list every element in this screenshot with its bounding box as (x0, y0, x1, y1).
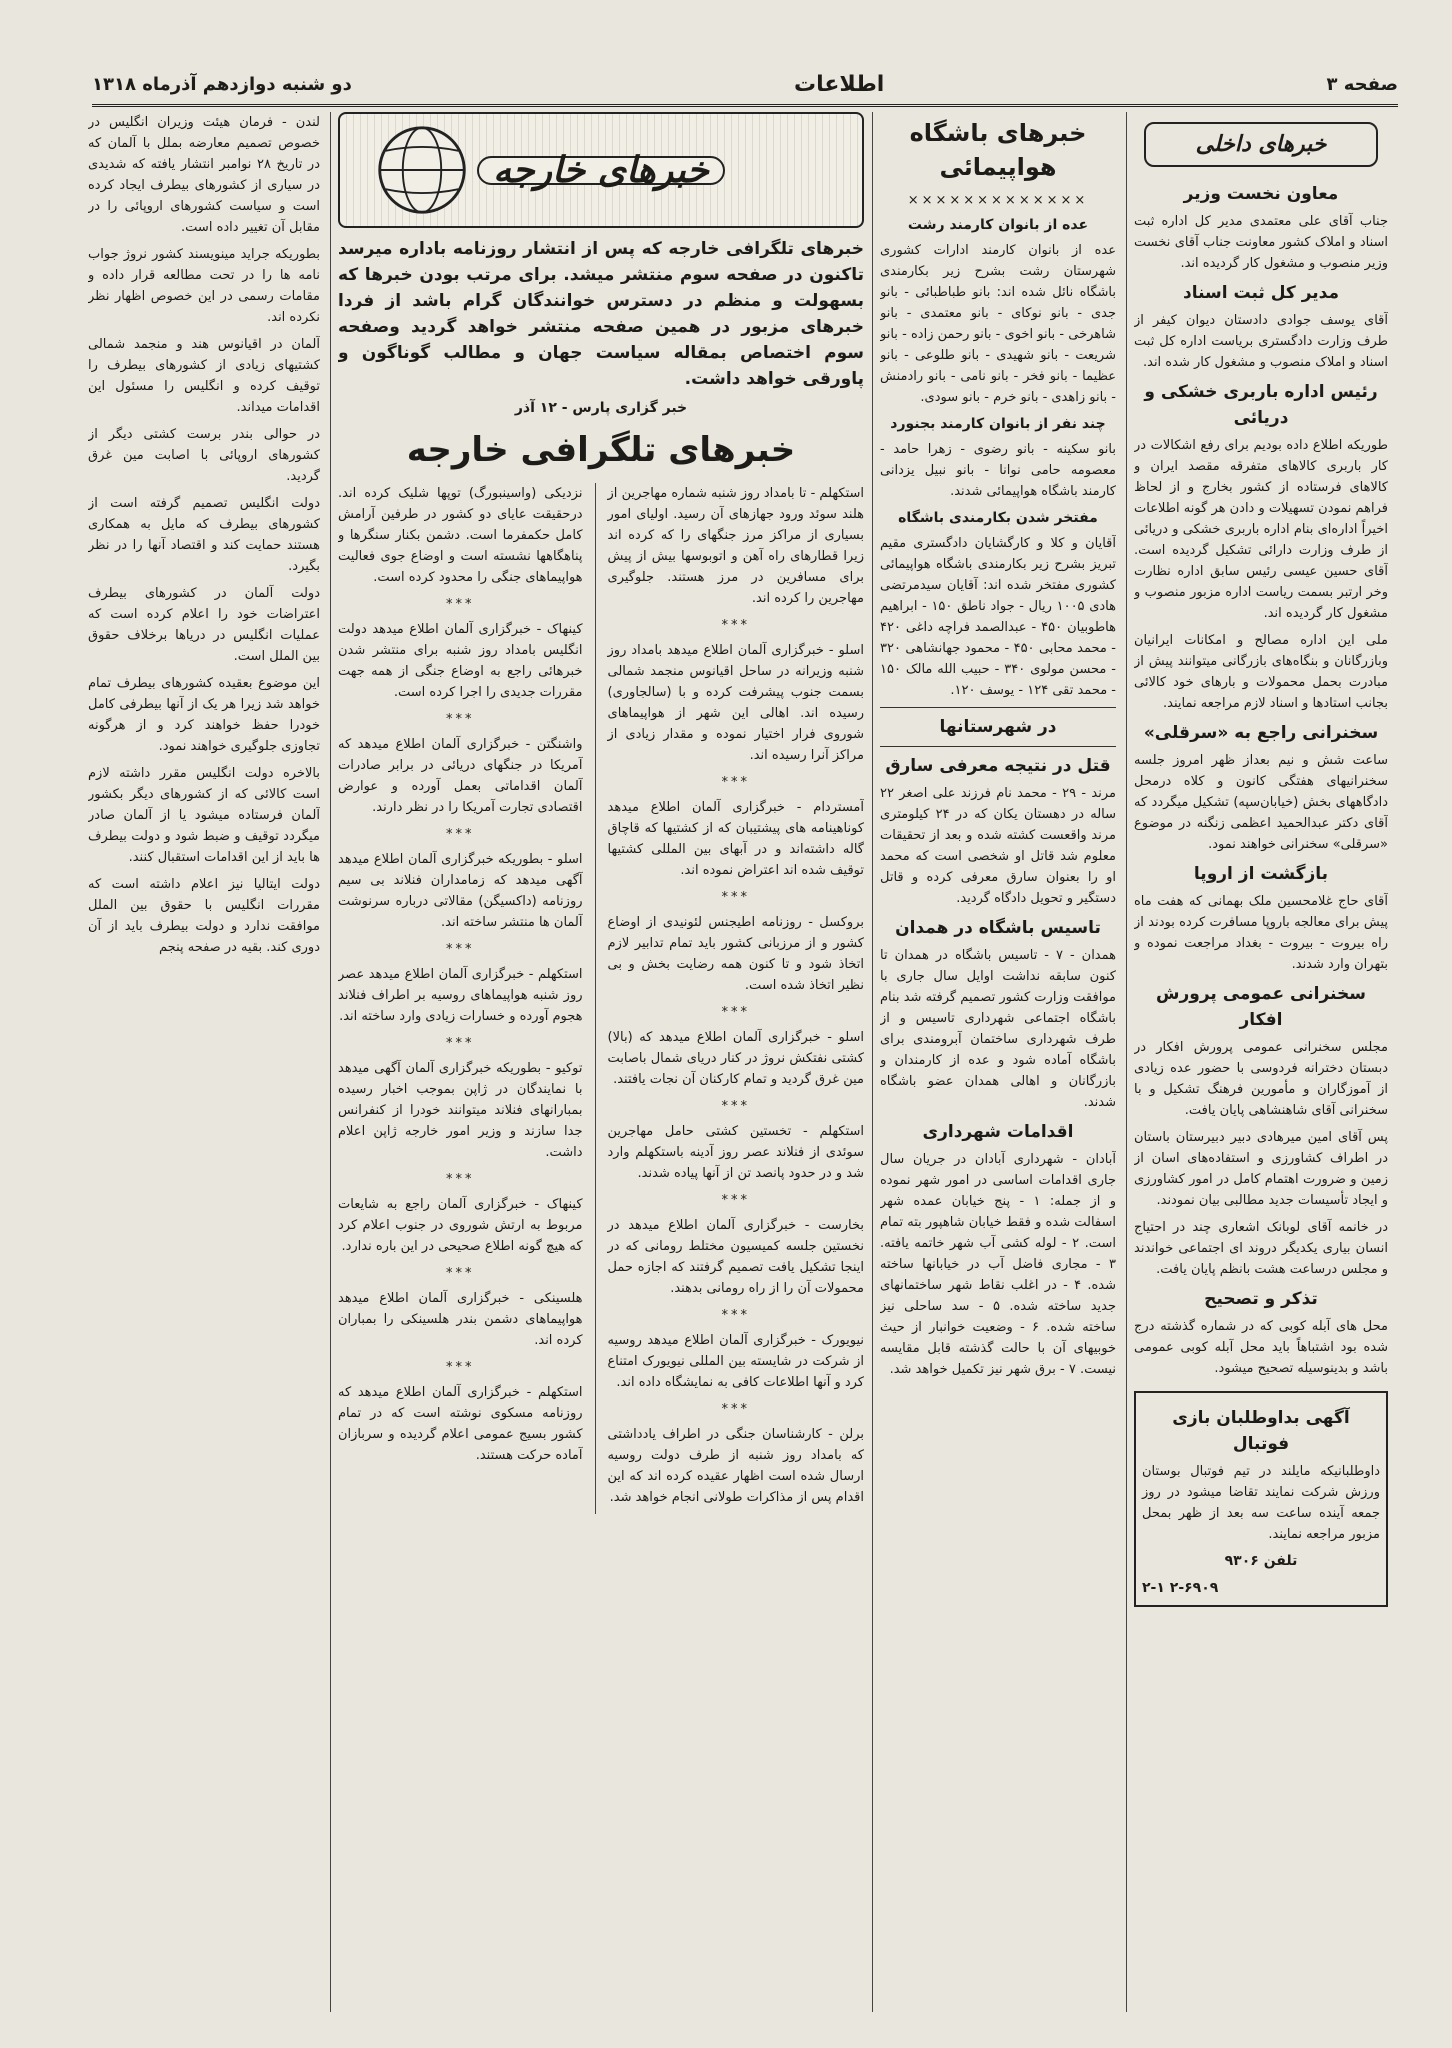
article-stockholm-3: استکهلم - خبرگزاری آلمان اطلاع میدهد عصر روز شنبه هواپیماهای روسیه بر اطراف فنلاند هجوم آورده و خسارات زیادی وارد ساخته اند. (338, 967, 583, 1024)
article-amsterdam: آمستردام - خبرگزاری آلمان اطلاع میدهد کوناهینامه های پیشتیبان که از کشتیها که قاچاق گاله داشته‌اند و در آبهای بین المللی کشتیها توقیف شده اند اعتراض نموده اند. (607, 800, 864, 878)
article-public-lecture-2: پس آقای امین میرهادی دبیر دبیرستان باستان در اطراف کشاورزی و استفاده‌های اسان از زمین و ضرورت اهتمام کامل در امور کشاورزی و ایجاد تأسیسات جدید مطالبی بیان نمودند. (1134, 1130, 1388, 1208)
article-washington: واشنگتن - خبرگزاری آلمان اطلاع میدهد که آمریکا در جنگهای دریائی در برابر صادرات آلمان اقداماتی بعمل آورده و عوارض اقتصادی تجارت آمریکا را در نظر دارند. (338, 737, 583, 815)
article-correction: محل های آبله کوبی که در شماره گذشته درج شده بود اشتباهاً باید محل آبله کوبی عمومی باشد و بدینوسیله تصحیح میشود. (1134, 1319, 1388, 1376)
article-copenhagen-2: کینهاک - خبرگزاری آلمان راجع به شایعات مربوط به ارتش شوروی در جنوب اعلام کرد که هیچ گونه اطلاع صحیحی در این باره ندارد. (338, 1197, 583, 1254)
article-freight-office: طوریکه اطلاع داده بودیم برای رفع اشکالات در کار باربری کالاهای متفرقه مقصد ایران و کالاهای فرستاده از کشور بخارج و از لحاظ فراهم نمودن تسهیلات و دادن هر گونه اطلاعات اخیراً اداره‌ای بنام اداره باربری خشکی و دریائی از طرف وزارت دارائی تشکیل گردیده است. آقای حسین عیسی رئیس سابق اداره نظارت وخر ارتبر بسمت ریاست اداره مزبور منصوب و مشغول کار گردیده اند. (1134, 438, 1388, 621)
aviation-club-header: خبرهای باشگاه هواپیمائی (909, 119, 1087, 181)
column-foreign-news (338, 112, 864, 2012)
foreign-news-banner-title: خبرهای خارجه (477, 156, 725, 185)
article-rasht-women: عده از بانوان کارمند ادارات کشوری شهرستان رشت بشرح زیر بکارمندی باشگاه نائل شده اند: بانو طباطبائی - بانو جدی - بانو نوکای - بانو معتمدی - بانو شاهرخی - بانو اخوی - بانو رحمن زاده - بانو شریعت - بانو شهیدی - بانو طلوعی - بانو عظیما - بانو فخر - بانو نامی - بانو رادمنش - بانو زاهدی - بانو خرم - بانو سودی. (880, 243, 1116, 405)
divider: *** (721, 618, 750, 633)
article-stockholm-1: استکهلم - تا بامداد روز شنبه شماره مهاجرین از هلند سوئد ورود جهازهای آن رسید. اولیای امور بسیاری از مراکز مرز جنگهای را که کرده اند زیرا قطارهای راه آهن و اتوبوسها بیش از پیش برای مسافرین در مرز هستند. جلوگیری مهاجرین را کرده اند. (607, 486, 864, 606)
article-helsinki: هلسینکی - خبرگزاری آلمان اطلاع میدهد هواپیماهای دشمن بندر هلسینکی را بمباران کرده اند. (338, 1291, 583, 1348)
football-ad-text: داوطلبانیکه مایلند در تیم فوتبال بوستان ورزش شرکت نمایند تقاضا میشود در روز جمعه آینده ساعت سه بعد از ظهر بمحل مزبور مراجعه نمایند. (1142, 1464, 1380, 1542)
article-london-6: دولت آلمان در کشورهای بیطرف اعتراضات خود را اعلام کرده است که عملیات انگلیس در دریاها برخلاف حقوق بین الملل است. (88, 586, 320, 664)
headline-registry-director: مدیر کل ثبت اسناد (1182, 283, 1340, 303)
article-deputy-pm: جناب آقای علی معتمدی مدیر کل اداره ثبت اسناد و املاک کشور معاونت جناب آقای نخست وزیر منصوب و مشغول کار گردیده اند. (1134, 214, 1388, 271)
divider: *** (446, 827, 475, 842)
article-front-report: نزدیکی (واسینبورگ) توپها شلیک کرده اند. درحقیقت عایای دو کشور در طرفین آرامش کامل حکمفرما است. دشمن بکنار سنگرها و پناهگاهها نشسته است و اوضاع جوی فعالیت هواپیماهای جنگی را محدود کرده است. (338, 486, 583, 585)
article-oslo-1: اسلو - خبرگزاری آلمان اطلاع میدهد بامداد روز شنبه وزیرانه در ساحل اقیانوس منجمد شمالی بسمت جنوب پیشرفت کرده و با (سالجاوری) رسیده اند. اهالی این شهر از هواپیماهای شوروی فرار اختیار نموده و مقدار زیادی از مراکز آنرا رسیده اند. (607, 643, 864, 763)
divider: *** (721, 1193, 750, 1208)
article-london-3: آلمان در اقیانوس هند و منجمد شمالی کشتیهای زیادی از کشورهای بیطرف را توقیف کرده و انگلیس را مسئول این اقدامات میداند. (88, 337, 320, 415)
article-copenhagen-1: کینهاک - خبرگزاری آلمان اطلاع میدهد دولت انگلیس بامداد روز شنبه برای منتشر شدن خبرهائی راجع به اوضاع جنگی از همه جهت مقررات جدیدی را اجرا کرده است. (338, 622, 583, 700)
foreign-news-title: خبرهای تلگرافی خارجه (406, 430, 796, 470)
article-hamadan-club: همدان - ۷ - تاسیس باشگاه در همدان تا کنون سابقه نداشت اوایل سال جاری با موافقت وزارت کشور تصمیم گرفته شد بنام باشگاه اجتماعی شهرداری تاسیس و از طرف شهرداری ساختمان آبرومندی برای باشگاه آماده شود و عده از کارمندان و بازرگانان و اهالی همدان عضو باشگاه شدند. (880, 948, 1116, 1110)
divider: *** (446, 597, 475, 612)
article-brussels: بروکسل - روزنامه اطیجنس لئونیدی از اوضاع کشور و از مرزبانی کشور باید تمام تدابیر لازم اتخاذ شود و تا کنون همه رضایت بخش و بی نظیر اتخاذ شده است. (607, 915, 864, 993)
divider: *** (721, 1099, 750, 1114)
page-label: صفحه ۳ (1326, 73, 1398, 95)
headline-return-from-europe: بازگشت از اروپا (1193, 864, 1329, 884)
article-public-lecture-3: در خانمه آقای لوبانک اشعاری چند در احتیاج انسان بیاری یکدیگر دروند ای اجتماعی خواندند و مجلس درساعت هشت بانظم پایان یافت. (1134, 1220, 1388, 1277)
divider: *** (721, 1402, 750, 1417)
issue-date: دو شنبه دوازدهم آذرماه ۱۳۱۸ (92, 73, 352, 95)
article-bojnurd-women: بانو سکینه - بانو رضوی - زهرا حامد - معصومه حامی نوانا - بانو نبیل یزدانی کارمند باشگاه هواپیمائی شدند. (880, 442, 1116, 499)
column-rule (1126, 112, 1127, 2012)
headline-freight-office: رئیس اداره باربری خشکی و دریائی (1144, 382, 1378, 428)
football-ad-phone: تلفن ۹۳۰۶ (1224, 1553, 1298, 1569)
domestic-news-header: خبرهای داخلی (1144, 122, 1378, 167)
column-domestic-news (1134, 112, 1388, 2012)
headline-bojnurd-women: چند نفر از بانوان کارمند بجنورد (890, 416, 1106, 432)
divider: *** (446, 1266, 475, 1281)
globe-icon (374, 122, 470, 218)
article-return-from-europe: آقای حاج غلامحسین ملک بهمانی که هفت ماه پیش برای معالجه باروپا مسافرت کرده بودند از راه بیروت - بیروت - بغداد مراجعت نموده و بتهران وارد شدند. (1134, 894, 1388, 972)
article-registry-director: آقای یوسف جوادی دادستان دیوان کیفر از طرف وزارت دادگستری بریاست اداره کل ثبت اسناد و املاک منصوب و مشغول کار شده اند. (1134, 313, 1388, 370)
divider: *** (721, 1005, 750, 1020)
column-rule (330, 112, 331, 2012)
article-public-lecture: مجلس سخنرانی عمومی پرورش افکار در دبستان دخترانه فردوسی با حضور عده زیادی از آموزگاران و مأمورین فرهنگ تشکیل و با سخنرانی آقای شاهنشاهی پایان یافت. (1134, 1040, 1388, 1118)
column-aviation-club (880, 112, 1116, 2012)
headline-municipality: اقدامات شهرداری (922, 1122, 1074, 1142)
article-london-8: بالاخره دولت انگلیس مقرر داشته لازم است کالائی که از کشورهای دیگر بکشور آلمان فرستاده میشود یا از آلمان صادر میگردد توقیف و ضبط شود و دولت بیطرف ها باید از این اقدامات استقبال کنند. (88, 766, 320, 865)
masthead (92, 64, 1398, 107)
headline-lecture: سخنرانی راجع به «سرقلی» (1143, 723, 1379, 743)
article-new-york: نیویورک - خبرگزاری آلمان اطلاع میدهد روسیه از شرکت در شایسته بین المللی نیویورک امتناع کرد و آنها اطلاعات کافی به نمایشگاه داده اند. (607, 1333, 864, 1390)
divider: *** (446, 1360, 475, 1375)
foreign-news-dateline: خبر گزاری پارس - ۱۲ آذر (514, 400, 688, 416)
paper-name: اطلاعات (793, 71, 885, 97)
divider: *** (446, 942, 475, 957)
article-berlin: برلن - کارشناسان جنگی در اطراف یادداشتی که بامداد روز شنبه از طرف دولت روسیه ارسال شده است اظهار عقیده کرده اند که این اقدام پس از مذاکرات طولانی انجام خواهد شد. (607, 1427, 864, 1505)
article-tokyo: توکیو - بطوریکه خبرگزاری آلمان آگهی میدهد با نمایندگان در ژاپن بموجب اخبار رسیده بمبارانهای فنلاند میتوانند خودرا از کنفرانس جدا سازند و وزیر امور خارجه ژاپن اعلام داشت. (338, 1061, 583, 1160)
divider: *** (721, 1308, 750, 1323)
headline-deputy-pm: معاون نخست وزیر (1183, 184, 1339, 204)
article-municipality: آبادان - شهرداری آبادان در جریان سال جاری اقدامات اساسی در امور شهر نموده و از جمله: ۱ - پنج خیابان عمده شهر اسفالت شده و فقط خیابان شاهپور بته تمام است. ۲ - لوله کشی آب شهر خاتمه یافته. ۳ - مجاری فاضل آب در خیابانها ساخته شده. ۴ - در اغلب نقاط شهر ساختمانهای جدید ساخته شده. ۵ - سد ساحلی نیز ساخته شده. ۶ - وضعیت خوانبار از حیث خوبیهای آن با حالت گذشته قابل مقایسه نیست. ۷ - برق شهر نیز تکمیل خواهد شد. (880, 1152, 1116, 1377)
article-london-9: دولت ایتالیا نیز اعلام داشته است که مقررات انگلیس با حقوق بین الملل موافقت ندارد و دولت بیطرف باید از آن دوری کند. بقیه در صفحه پنجم (88, 877, 320, 955)
divider (880, 707, 1116, 708)
article-london-1: لندن - فرمان هیئت وزیران انگلیس در خصوص تصمیم معارضه بملل با آلمان که در تاریخ ۲۸ نوامبر انتشار یافته که شدیدی در سیاری از کشورهای بیطرف ایجاد کرده است و سیاست کشورهای اروپائی را در مقابل آن تغییر داده است. (88, 115, 320, 235)
column-london-news (88, 112, 320, 2012)
article-london-2: بطوریکه جراید مینویسند کشور نروژ جواب نامه ها را در تحت مطالعه قرار داده و مقامات رسمی در این خصوص اظهار نظر نکرده اند. (88, 247, 320, 325)
divider: *** (446, 1172, 475, 1187)
divider: ××××××××××××× (907, 193, 1089, 208)
headline-club-members: مفتخر شدن بکارمندی باشگاه (898, 510, 1098, 526)
provinces-section-header: در شهرستانها (939, 717, 1057, 737)
article-london-7: این موضوع بعقیده کشورهای بیطرف تمام خواهد شد زیرا هر یک از آنها بیطرفی کامل خودرا حفظ خواهند کرد و از هرگونه تجاوزی جلوگیری خواهند نمود. (88, 676, 320, 754)
football-ad-code: ۲-۶۹۰۹ ۲-۱ (1142, 1580, 1219, 1596)
divider: *** (721, 775, 750, 790)
foreign-news-subcol-left (338, 483, 583, 1514)
headline-correction: تذکر و تصحیح (1204, 1289, 1318, 1309)
column-rule (872, 112, 873, 2012)
headline-public-lecture: سخنرانی عمومی پرورش افکار (1156, 984, 1366, 1030)
article-murder: مرند - ۲۹ - محمد نام فرزند علی اصغر ۲۲ ساله در دهستان یکان که در ۲۴ کیلومتری مرند واقعست کشته شده و بعد از تحقیقات معلوم شد قاتل او شخصی است که محمد او را بعنوان سارق معرفی کرده و قاتل دستگیر و تحویل دادگاه گردید. (880, 786, 1116, 906)
article-freight-office-cont: ملی این اداره مصالح و امکانات ایرانیان وبازرگانان و بنگاه‌های بازرگانی میتوانند پیش از مبادرت بحمل محمولات و بارهای خود کالائی بجانب استادها و اسناد لازم مراجعه نمایند. (1134, 633, 1388, 711)
divider: *** (446, 1036, 475, 1051)
foreign-news-subcol-right (608, 483, 864, 1514)
subcol-rule (595, 483, 596, 1514)
article-club-members: آقایان و کلا و کارگشایان دادگستری مقیم تبریز بشرح زیر بکارمندی باشگاه هواپیمائی کشوری مفتخر شده اند: آقایان سیدمرتضی هادی ۱۰۰۵ ریال - جواد ناطق ۱۵۰ - ابراهیم هاطوبیان ۴۵۰ - عبدالصمد فراچه داغی ۴۲۰ - محمد محابی ۴۵۰ - محمود جهانشاهی ۳۲۰ - محسن مولوی ۳۴۰ - حبیب الله مالک ۱۵۰ - محمد تقی ۱۲۴ - یوسف ۱۲۰. (880, 536, 1116, 698)
divider: *** (721, 890, 750, 905)
football-ad (1134, 1391, 1388, 1607)
article-bucharest: بخارست - خبرگزاری آلمان اطلاع میدهد در نخستین جلسه کمیسیون مختلط رومانی که در اینجا تشکیل یافت تصمیم گرفتند که اجازه حمل محمولات آن را از راه رومانی بدهند. (607, 1218, 864, 1296)
foreign-news-lead: خبرهای تلگرافی خارجه که پس از انتشار روزنامه باداره میرسد تاکنون در صفحه سوم منتشر میشد. برای مرتب بودن خبرها که بسهولت و منظم در دسترس خوانندگان گرام باشد از فردا خبرهای مزبور در همین صفحه منتشر خواهد گردید وصفحه سوم اختصاص بمقاله سیاست جهان و مطالب گوناگون و پاورقی خواهد داشت. (338, 239, 864, 389)
foreign-news-banner (338, 112, 864, 228)
headline-murder: قتل در نتیجه معرفی سارق (885, 756, 1111, 776)
article-oslo-2: اسلو - خبرگزاری آلمان اطلاع میدهد که (بالا) کشتی نفتکش نروژ در کنار دریای شمال باصابت مین غرق گردید و تمام کارکنان آن نجات یافتند. (607, 1030, 864, 1087)
article-oslo-3: اسلو - بطوریکه خبرگزاری آلمان اطلاع میدهد آگهی میدهد که زمامداران فنلاند بی سیم روزنامه (داکسیگن) مقالاتی درباره سرنوشت آلمان ها منتشر ساخته اند. (338, 852, 583, 930)
article-stockholm-2: استکهلم - تخستین کشتی حامل مهاجرین سوئدی از فنلاند عصر روز آدینه باستکهلم وارد شد و در حدود پانصد تن از آنها پیاده شدند. (607, 1124, 864, 1181)
article-lecture: ساعت شش و نیم بعداز ظهر امروز جلسه سخنرانیهای هفتگی کانون و کلاه درمحل دادگاههای بخش (خیابان‌سپه) تشکیل میگردد که آقای دکتر عبدالحمید اعظمی زنگنه در موضوع «سرقلی» سخنرانی خواهند نمود. (1134, 753, 1388, 852)
headline-rasht-women: عده از بانوان کارمند رشت (907, 217, 1089, 233)
football-ad-title: آگهی بداوطلبان بازی فوتبال (1172, 1408, 1350, 1454)
article-london-4: در حوالی بندر برست کشتی دیگر از کشورهای اروپائی با اصابت مین غرق گردید. (88, 427, 320, 484)
article-london-5: دولت انگلیس تصمیم گرفته است از کشورهای بیطرف که مایل به همکاری هستند حمایت کند و اقتصاد آنها را در نظر بگیرد. (88, 496, 320, 574)
article-stockholm-4: استکهلم - خبرگزاری آلمان اطلاع میدهد که روزنامه مسکوی نوشته است که در تمام کشور بسیج عمومی اعلام گردیده و سربازان آماده حرکت هستند. (338, 1385, 583, 1463)
divider: *** (446, 712, 475, 727)
headline-hamadan-club: تاسیس باشگاه در همدان (895, 918, 1101, 938)
divider (880, 746, 1116, 747)
